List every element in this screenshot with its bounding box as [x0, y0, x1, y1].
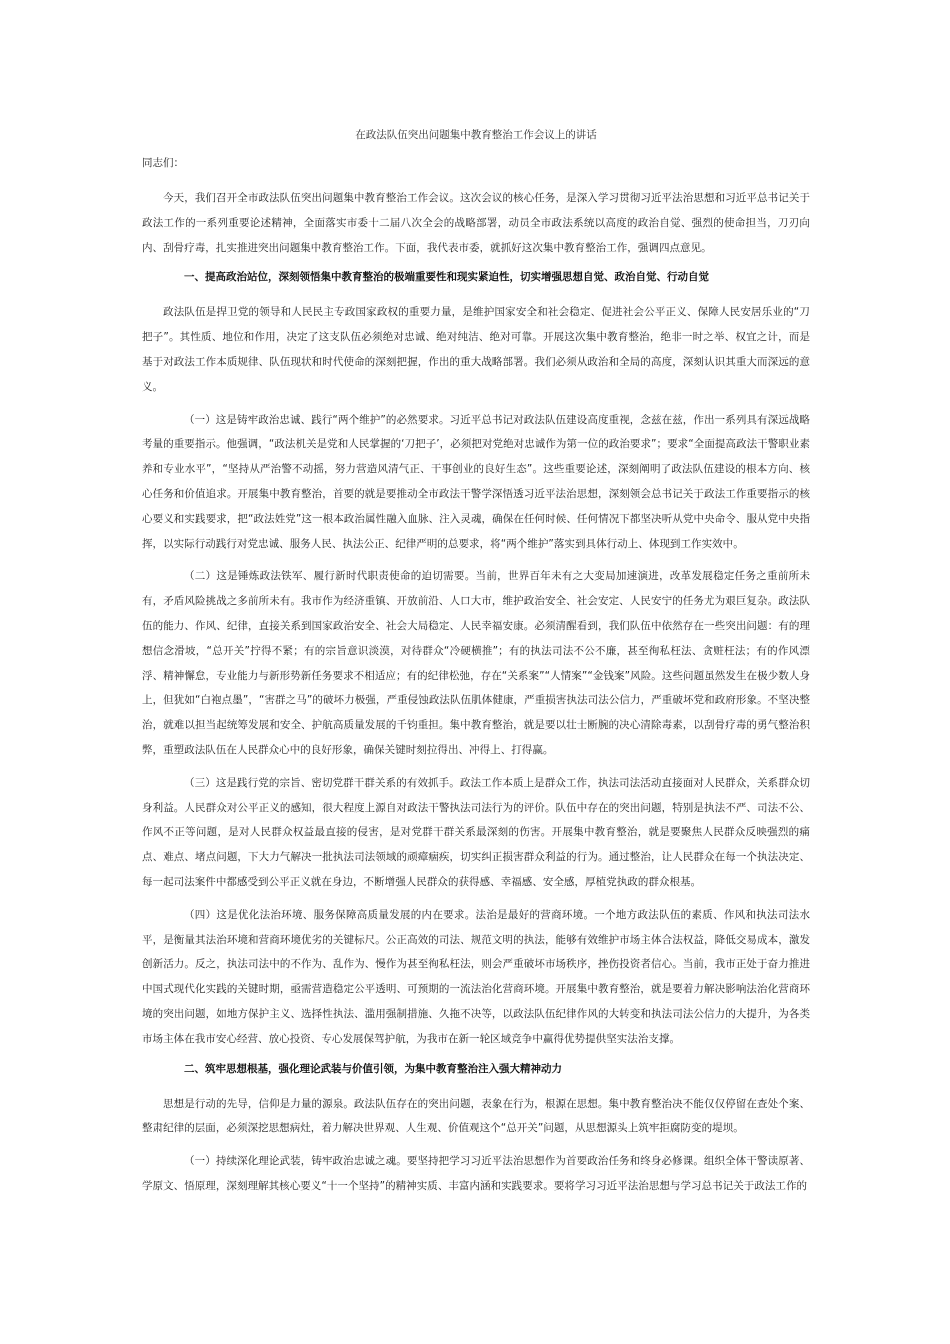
document-title: 在政法队伍突出问题集中教育整治工作会议上的讲话 [355, 129, 597, 141]
section-1-point-4: （四）这是优化法治环境、服务保障高质量发展的内在要求。法治是最好的营商环境。一个地方政法队伍的素质、作风和执法司法水平，是衡量其法治环境和营商环境优劣的关键标尺。公正高效的司法、规范文明的执法，能够有效维护市场主体合法权益，降低交易成本，激发创新活力。反之，执法司法中的不作为、乱作为、慢作为甚至徇私枉法，则会严重破坏市场秩序，挫伤投资者信心。当前，我市正处于奋力推进中国式现代化实践的关键时期，亟需营造稳定公平透明、可预期的一流法治化营商环境。开展集中教育整治，就是要着力解决影响法治化营商环境的突出问题，如地方保护主义、选择性执法、滥用强制措施、久拖不决等，以政法队伍纪律作风的大转变和执法司法公信力的大提升，为各类市场主体在我市安心经营、放心投资、专心发展保驾护航，为我市在新一轮区域竞争中赢得优势提供坚实法治支撑。 [142, 908, 810, 1045]
section-2-point-1: （一）持续深化理论武装，铸牢政治忠诚之魂。要坚持把学习习近平法治思想作为首要政治任务和终身必修课。组织全体干警读原著、学原文、悟原理，深刻理解其核心要义“十一个坚持”的精神实质、丰富内涵和实践要求。要将学习习近平法治思想与学习总书记关于政法工作的 [142, 1155, 810, 1192]
section-1-point-1: （一）这是铸牢政治忠诚、践行“两个维护”的必然要求。习近平总书记对政法队伍建设高度重视，念兹在兹，作出一系列具有深远战略考量的重要指示。他强调，“政法机关是党和人民掌握的‘刀把子’，必须把对党绝对忠诚作为第一位的政治要求”；要求“全面提高政法干警职业素养和专业水平”，“坚持从严治警不动摇，努力营造风清气正、干事创业的良好生态”。这些重要论述，深刻阐明了政法队伍建设的根本方向、核心任务和价值追求。开展集中教育整治，首要的就是要推动全市政法干警学深悟透习近平法治思想，深刻领会总书记关于政法工作重要指示的核心要义和实践要求，把“政法姓党”这一根本政治属性融入血脉、注入灵魂，确保在任何时候、任何情况下都坚决听从党中央命令、服从党中央指挥，以实际行动践行对党忠诚、服务人民、执法公正、纪律严明的总要求，将“两个维护”落实到具体行动上、体现到工作实效中。 [142, 413, 810, 550]
document-page [142, 128, 810, 1207]
section-1-point-3: （三）这是践行党的宗旨、密切党群干群关系的有效抓手。政法工作本质上是群众工作，执法司法活动直接面对人民群众，关系群众切身利益。人民群众对公平正义的感知，很大程度上源自对政法干警执法司法行为的评价。队伍中存在的突出问题，特别是执法不严、司法不公、作风不正等问题，是对人民群众权益最直接的侵害，是对党群干群关系最深刻的伤害。开展集中教育整治，就是要聚焦人民群众反映强烈的痛点、难点、堵点问题，下大力气解决一批执法司法领域的顽瘴痼疾，切实纠正损害群众利益的行为。通过整治，让人民群众在每一个执法决定、每一起司法案件中都感受到公平正义就在身边，不断增强人民群众的获得感、幸福感、安全感，厚植党执政的群众根基。 [142, 776, 810, 888]
section-1-lead: 政法队伍是捍卫党的领导和人民民主专政国家政权的重要力量，是维护国家安全和社会稳定、促进社会公平正义、保障人民安居乐业的“刀把子”。其性质、地位和作用，决定了这支队伍必须绝对忠诚、绝对纯洁、绝对可靠。开展这次集中教育整治，绝非一时之举、权宜之计，而是基于对政法工作本质规律、队伍现状和时代使命的深刻把握，作出的重大战略部署。我们必须从政治和全局的高度，深刻认识其重大而深远的意义。 [142, 306, 810, 393]
section-1-point-2: （二）这是锤炼政法铁军、履行新时代职责使命的迫切需要。当前，世界百年未有之大变局加速演进，改革发展稳定任务之重前所未有，矛盾风险挑战之多前所未有。我市作为经济重镇、开放前沿、人口大市，维护政治安全、社会安定、人民安宁的任务尤为艰巨复杂。政法队伍的能力、作风、纪律，直接关系到国家政治安全、社会大局稳定、人民幸福安康。必须清醒看到，我们队伍中依然存在一些突出问题：有的理想信念滑坡，“总开关”拧得不紧；有的宗旨意识淡漠，对待群众“冷硬横推”；有的执法司法不公不廉，甚至徇私枉法、贪赃枉法；有的作风漂浮、精神懈怠，专业能力与新形势新任务要求不相适应；有的纪律松弛，存在“关系案”“人情案”“金钱案”风险。这些问题虽然发生在极少数人身上，但犹如“白袍点墨”，“害群之马”的破坏力极强，严重侵蚀政法队伍肌体健康，严重损害执法司法公信力，严重破坏党和政府形象。不坚决整治，就难以担当起统筹发展和安全、护航高质量发展的千钧重担。集中教育整治，就是要以壮士断腕的决心清除毒素，以刮骨疗毒的勇气整治积弊，重塑政法队伍在人民群众心中的良好形象，确保关键时刻拉得出、冲得上、打得赢。 [142, 570, 810, 756]
section-2-heading: 二、筑牢思想根基，强化理论武装与价值引领，为集中教育整治注入强大精神动力 [184, 1062, 562, 1075]
section-1-heading: 一、提高政治站位，深刻领悟集中教育整治的极端重要性和现实紧迫性，切实增强思想自觉、政治自觉、行动自觉 [184, 271, 709, 284]
section-2-lead: 思想是行动的先导，信仰是力量的源泉。政法队伍存在的突出问题，表象在行为，根源在思想。集中教育整治决不能仅仅停留在查处个案、整肃纪律的层面，必须深挖思想病灶，着力解决世界观、人生观、价值观这个“总开关”问题，从思想源头上筑牢拒腐防变的堤坝。 [142, 1097, 810, 1135]
intro-paragraph: 今天，我们召开全市政法队伍突出问题集中教育整治工作会议。这次会议的核心任务，是深入学习贯彻习近平法治思想和习近平总书记关于政法工作的一系列重要论述精神，全面落实市委十二届八次全会的战略部署，动员全市政法系统以高度的政治自觉、强烈的使命担当，刀刃向内、刮骨疗毒，扎实推进突出问题集中教育整治工作。下面，我代表市委，就抓好这次集中教育整治工作，强调四点意见。 [142, 192, 810, 254]
salutation: 同志们： [142, 157, 184, 169]
